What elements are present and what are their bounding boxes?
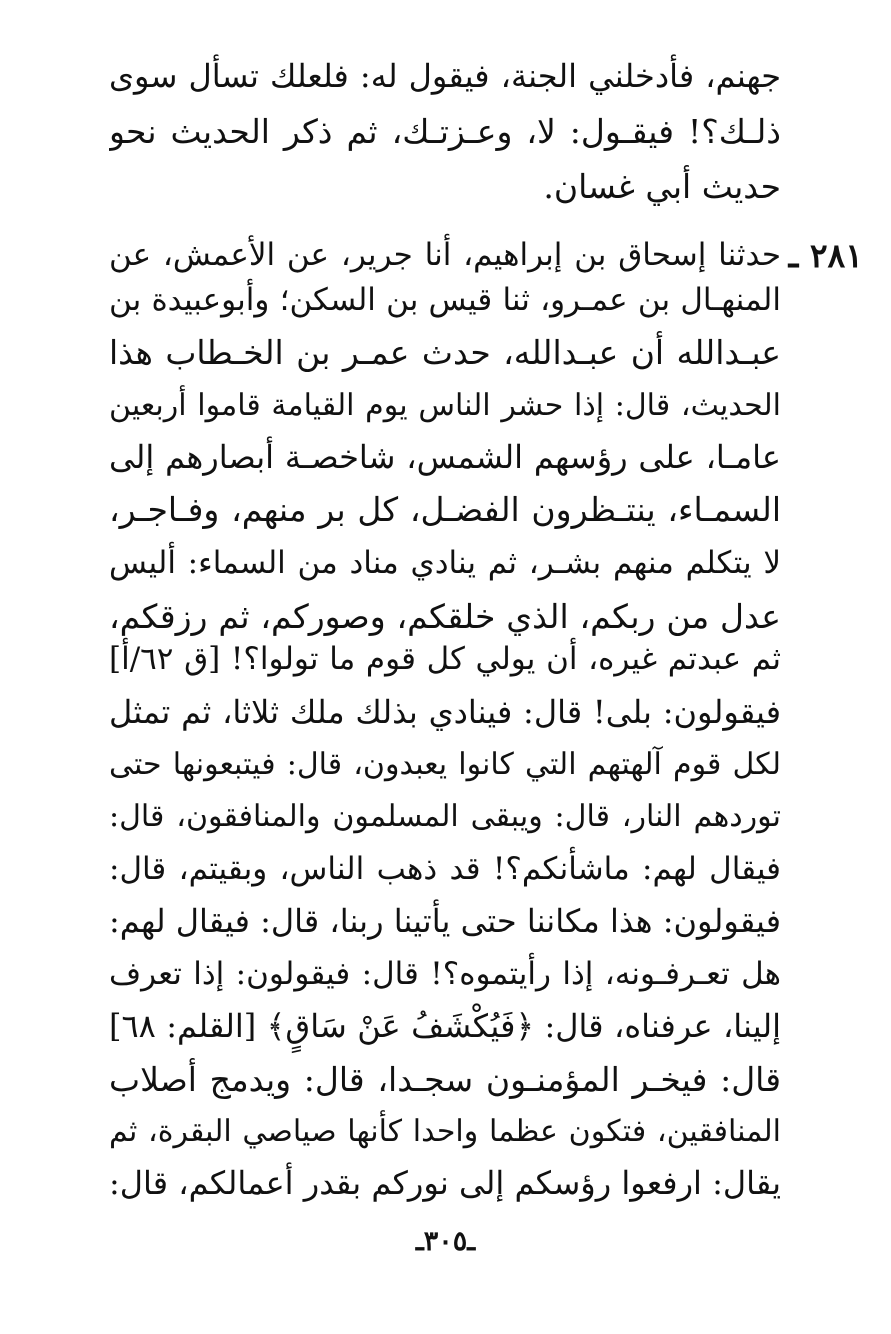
- hadith-line: حدثنا إسحاق بن إبراهيم، أنا جرير، عن الأعمش، عن: [109, 237, 781, 273]
- hadith-line: الحديث، قال: إذا حشر الناس يوم القيامة قاموا أربعين: [109, 388, 781, 423]
- hadith-line: عدل من ربكم، الذي خلقكم، وصوركم، ثم رزقكم،: [109, 597, 781, 636]
- intro-line: جهنم، فأدخلني الجنة، فيقول له: فلعلك تسأل سوى: [109, 57, 781, 95]
- hadith-line: فيقال لهم: ماشأنكم؟! قد ذهب الناس، وبقيتم، قال:: [109, 851, 781, 887]
- hadith-line: قال: فيخـر المؤمنـون سجـدا، قال: ويدمج أصلاب: [109, 1060, 781, 1099]
- hadith-line: هل تعـرفـونه، إذا رأيتموه؟! قال: فيقولون: إذا تعرف: [109, 956, 781, 992]
- hadith-line: المنافقين، فتكون عظما واحدا كأنها صياصي البقرة، ثم: [109, 1114, 781, 1149]
- page-number: ـ٣٠٥ـ: [415, 1226, 476, 1257]
- hadith-line: فيقولون: بلى! قال: فينادي بذلك ملك ثلاثا، ثم تمثل: [109, 693, 781, 731]
- hadith-line: فيقولون: هذا مكاننا حتى يأتينا ربنا، قال: فيقال لهم:: [109, 902, 781, 940]
- hadith-line: عبـدالله أن عبـدالله، حدث عمـر بن الخـطاب هذا: [109, 333, 781, 372]
- hadith-line: لكل قوم آلهتهم التي كانوا يعبدون، قال: فيتبعونها حتى: [109, 747, 781, 782]
- hadith-line: ثم عبدتم غيره، أن يولي كل قوم ما تولوا؟! [ق ٦٢/أ]: [109, 641, 781, 677]
- hadith-line: لا يتكلم منهم بشـر، ثم ينادي مناد من السماء: أليس: [109, 545, 781, 581]
- intro-line: ذلـك؟! فيقـول: لا، وعـزتـك، ثم ذكر الحديث نحو: [109, 112, 781, 151]
- intro-line: حديث أبي غسان.: [543, 167, 781, 206]
- hadith-line: عامـا، على رؤسهم الشمس، شاخصـة أبصارهم إلى: [109, 438, 781, 476]
- hadith-line: المنهـال بن عمـرو، ثنا قيس بن السكن؛ وأبوعبيدة بن: [109, 282, 781, 318]
- hadith-line: يقال: ارفعوا رؤسكم إلى نوركم بقدر أعمالكم، قال:: [109, 1164, 781, 1202]
- hadith-line: توردهم النار، قال: ويبقى المسلمون والمنافقون، قال:: [109, 799, 781, 834]
- hadith-number: ٢٨١ ـ: [788, 236, 863, 275]
- hadith-line: السمـاء، ينتـظرون الفضـل، كل بر منهم، وفـاجـر،: [109, 490, 781, 529]
- hadith-line: إلينا، عرفناه، قال: ﴿فَيُكْشَفُ عَنْ سَاقٍ﴾ [القلم: ٦٨]: [109, 1007, 781, 1045]
